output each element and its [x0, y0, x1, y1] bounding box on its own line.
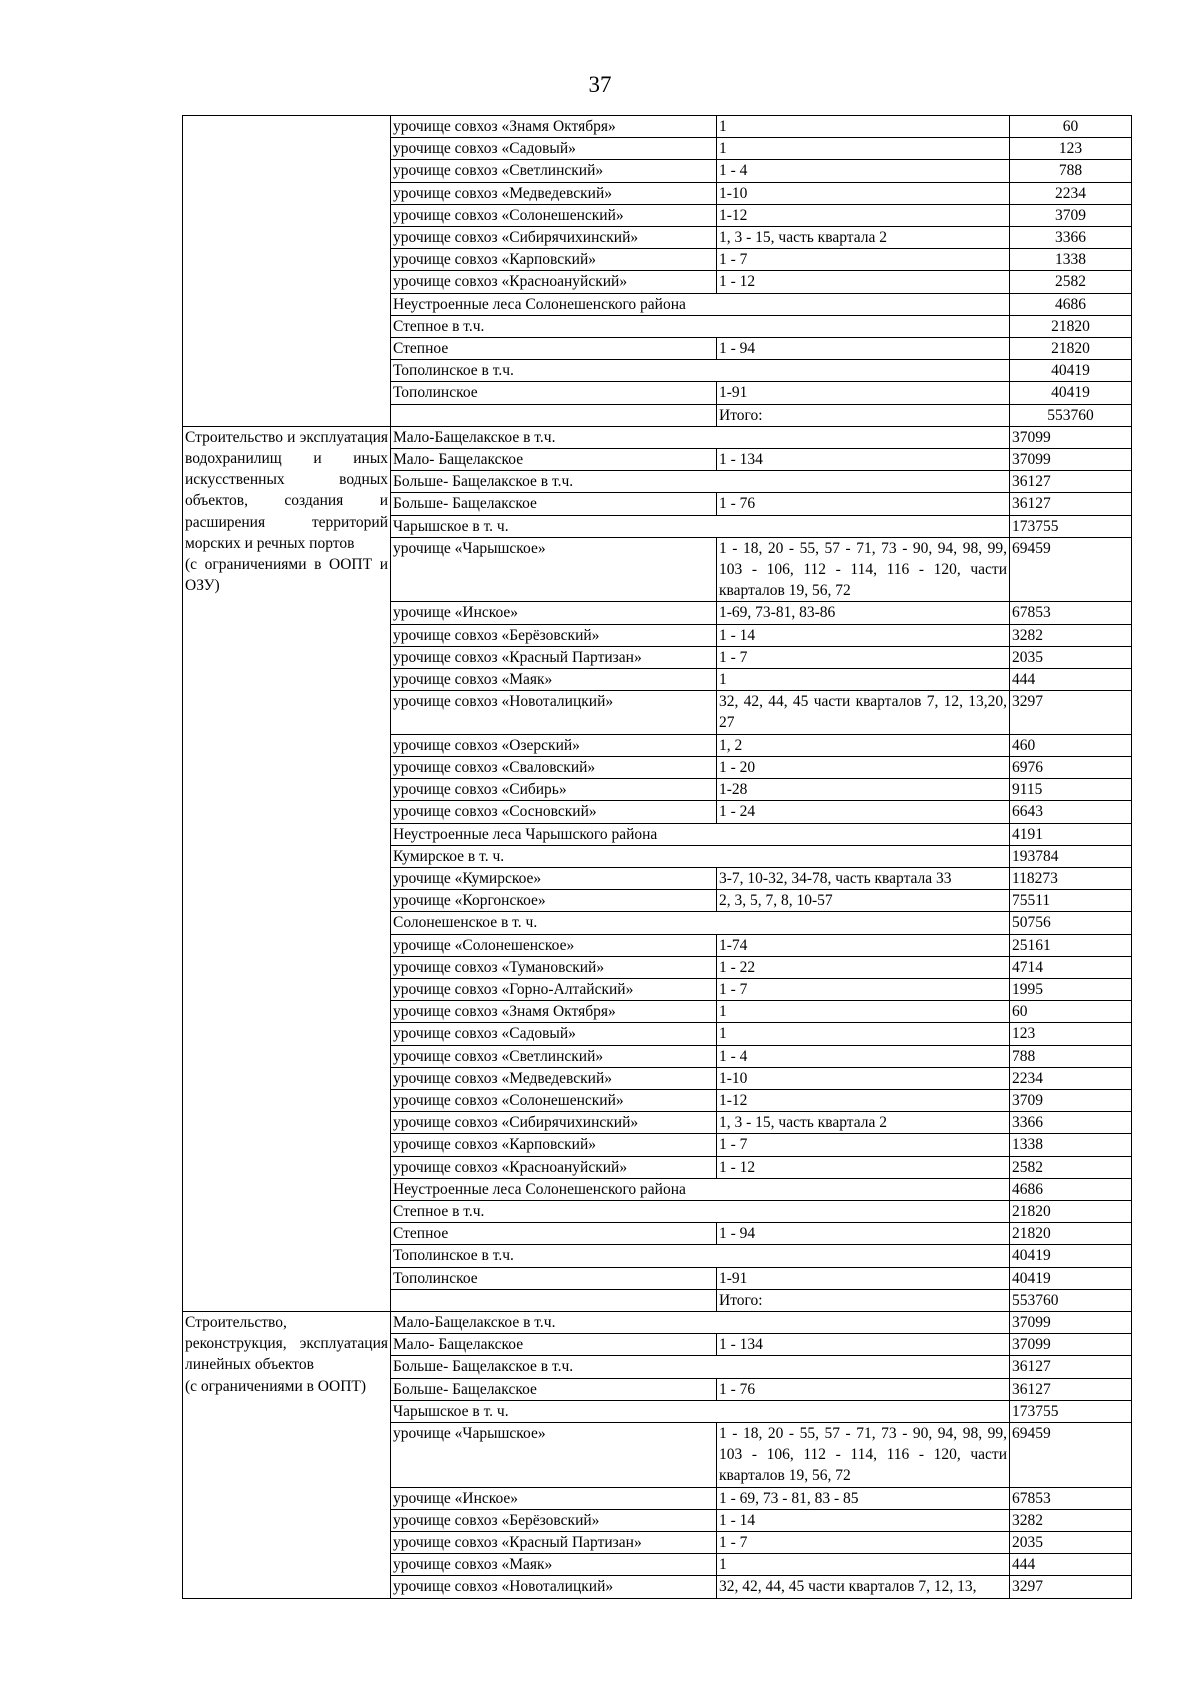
area-cell: 2234 — [1010, 182, 1132, 204]
area-cell: 2035 — [1010, 646, 1132, 668]
area-cell: 123 — [1010, 138, 1132, 160]
forest-name-cell: урочище «Инское» — [391, 1487, 717, 1509]
area-cell: 60 — [1010, 1001, 1132, 1023]
area-cell: 4191 — [1010, 823, 1132, 845]
forest-areas-table — [182, 115, 1132, 1599]
area-cell: 75511 — [1010, 890, 1132, 912]
area-cell: 40419 — [1010, 360, 1132, 382]
area-cell: 21820 — [1010, 1223, 1132, 1245]
forest-name-cell — [391, 404, 717, 426]
area-cell: 444 — [1010, 1554, 1132, 1576]
area-cell: 3282 — [1010, 1509, 1132, 1531]
quarters-cell: 1 - 18, 20 - 55, 57 - 71, 73 - 90, 94, 98, 99, 103 - 106, 112 - 114, 116 - 120, части кварталов 19, 56, 72 — [717, 537, 1010, 602]
quarters-cell: 1 — [717, 1001, 1010, 1023]
quarters-cell: 1 — [717, 1554, 1010, 1576]
area-cell: 36127 — [1010, 1378, 1132, 1400]
area-cell: 2035 — [1010, 1532, 1132, 1554]
forest-name-cell: урочище совхоз «Красный Партизан» — [391, 646, 717, 668]
forest-name-cell: урочище совхоз «Карповский» — [391, 249, 717, 271]
area-cell: 36127 — [1010, 493, 1132, 515]
quarters-cell: 1 - 76 — [717, 493, 1010, 515]
quarters-cell: 1 — [717, 1023, 1010, 1045]
quarters-cell: 1-28 — [717, 779, 1010, 801]
forest-name-cell: урочище совхоз «Красноануйский» — [391, 1156, 717, 1178]
forest-name-cell: Мало- Бащелакское — [391, 449, 717, 471]
forest-name-cell: урочище совхоз «Сосновский» — [391, 801, 717, 823]
area-cell: 50756 — [1010, 912, 1132, 934]
area-cell: 1995 — [1010, 978, 1132, 1000]
forest-name-cell: Степное в т.ч. — [391, 1200, 1010, 1222]
table-row — [183, 116, 1132, 138]
forest-name-cell: урочище совхоз «Медведевский» — [391, 1067, 717, 1089]
forest-name-cell: урочище совхоз «Горно-Алтайский» — [391, 978, 717, 1000]
forest-name-cell: Тополинское в т.ч. — [391, 360, 1010, 382]
quarters-cell: 1 - 7 — [717, 1532, 1010, 1554]
forest-name-cell: Неустроенные леса Солонешенского района — [391, 1178, 1010, 1200]
area-cell: 21820 — [1010, 315, 1132, 337]
quarters-cell: 1 — [717, 138, 1010, 160]
forest-name-cell: урочище совхоз «Знамя Октября» — [391, 116, 717, 138]
forest-name-cell: урочище совхоз «Садовый» — [391, 138, 717, 160]
area-cell: 21820 — [1010, 338, 1132, 360]
quarters-cell: 1 — [717, 669, 1010, 691]
area-cell: 40419 — [1010, 382, 1132, 404]
forest-name-cell: Степное — [391, 1223, 717, 1245]
area-cell: 3709 — [1010, 1089, 1132, 1111]
quarters-cell: 1 - 4 — [717, 1045, 1010, 1067]
area-cell: 40419 — [1010, 1245, 1132, 1267]
forest-name-cell: урочище «Коргонское» — [391, 890, 717, 912]
area-cell: 2582 — [1010, 271, 1132, 293]
forest-name-cell: урочище совхоз «Красноануйский» — [391, 271, 717, 293]
purpose-text: (с ограничениями в ООПТ и ОЗУ) — [185, 556, 388, 595]
quarters-cell: 1 - 134 — [717, 1334, 1010, 1356]
quarters-cell: 1 - 18, 20 - 55, 57 - 71, 73 - 90, 94, 98, 99, 103 - 106, 112 - 114, 116 - 120, части кварталов 19, 56, 72 — [717, 1422, 1010, 1487]
forest-name-cell: урочище совхоз «Садовый» — [391, 1023, 717, 1045]
forest-name-cell: урочище совхоз «Сибирь» — [391, 779, 717, 801]
area-cell: 37099 — [1010, 1311, 1132, 1333]
area-cell: 460 — [1010, 734, 1132, 756]
table-row — [183, 426, 1132, 448]
quarters-cell: 1-12 — [717, 204, 1010, 226]
area-cell: 3282 — [1010, 624, 1132, 646]
quarters-cell: 1 - 7 — [717, 249, 1010, 271]
forest-name-cell: урочище совхоз «Берёзовский» — [391, 624, 717, 646]
area-cell: 37099 — [1010, 1334, 1132, 1356]
quarters-cell: 32, 42, 44, 45 части кварталов 7, 12, 13, — [717, 1576, 1010, 1598]
area-cell: 3297 — [1010, 1576, 1132, 1598]
area-cell: 4686 — [1010, 293, 1132, 315]
area-cell: 553760 — [1010, 1289, 1132, 1311]
quarters-cell: 1, 2 — [717, 734, 1010, 756]
forest-name-cell: Чарышское в т. ч. — [391, 1400, 1010, 1422]
area-cell: 788 — [1010, 160, 1132, 182]
page-number: 37 — [588, 72, 612, 97]
forest-name-cell: урочище совхоз «Маяк» — [391, 669, 717, 691]
quarters-cell: 1 - 14 — [717, 624, 1010, 646]
area-cell: 193784 — [1010, 845, 1132, 867]
area-cell: 553760 — [1010, 404, 1132, 426]
area-cell: 40419 — [1010, 1267, 1132, 1289]
forest-name-cell: урочище совхоз «Новоталицкий» — [391, 1576, 717, 1598]
area-cell: 4714 — [1010, 956, 1132, 978]
quarters-cell: 1 - 14 — [717, 1509, 1010, 1531]
forest-name-cell: урочище совхоз «Новоталицкий» — [391, 691, 717, 734]
forest-name-cell — [391, 1289, 717, 1311]
area-cell: 444 — [1010, 669, 1132, 691]
quarters-cell: 1, 3 - 15, часть квартала 2 — [717, 1112, 1010, 1134]
quarters-cell: 1 - 4 — [717, 160, 1010, 182]
forest-name-cell: Тополинское — [391, 382, 717, 404]
quarters-cell: 2, 3, 5, 7, 8, 10-57 — [717, 890, 1010, 912]
quarters-cell: 1 - 134 — [717, 449, 1010, 471]
area-cell: 2234 — [1010, 1067, 1132, 1089]
forest-name-cell: Больше- Бащелакское — [391, 493, 717, 515]
area-cell: 2582 — [1010, 1156, 1132, 1178]
purpose-text: (с ограничениями в ООПТ) — [185, 1377, 367, 1395]
quarters-cell: 1 — [717, 116, 1010, 138]
forest-name-cell: Больше- Бащелакское — [391, 1378, 717, 1400]
quarters-cell: 1 - 94 — [717, 1223, 1010, 1245]
quarters-cell: 1 - 12 — [717, 1156, 1010, 1178]
forest-name-cell: урочище совхоз «Озерский» — [391, 734, 717, 756]
forest-name-cell: Степное — [391, 338, 717, 360]
forest-name-cell: урочище совхоз «Знамя Октября» — [391, 1001, 717, 1023]
quarters-cell: 1 - 7 — [717, 1134, 1010, 1156]
quarters-cell: 1 - 24 — [717, 801, 1010, 823]
forest-name-cell: урочище «Чарышское» — [391, 1422, 717, 1487]
forest-name-cell: урочище совхоз «Солонешенский» — [391, 204, 717, 226]
forest-name-cell: урочище совхоз «Светлинский» — [391, 160, 717, 182]
forest-name-cell: Солонешенское в т. ч. — [391, 912, 1010, 934]
purpose-cell — [183, 1311, 391, 1598]
area-cell: 37099 — [1010, 426, 1132, 448]
area-cell: 6976 — [1010, 756, 1132, 778]
forest-name-cell: Больше- Бащелакское в т.ч. — [391, 1356, 1010, 1378]
area-cell: 173755 — [1010, 515, 1132, 537]
area-cell: 69459 — [1010, 1422, 1132, 1487]
quarters-cell: 3-7, 10-32, 34-78, часть квартала 33 — [717, 867, 1010, 889]
area-cell: 3709 — [1010, 204, 1132, 226]
forest-name-cell: урочище совхоз «Солонешенский» — [391, 1089, 717, 1111]
purpose-cell — [183, 116, 391, 427]
forest-name-cell: урочище совхоз «Светлинский» — [391, 1045, 717, 1067]
quarters-cell: 1-74 — [717, 934, 1010, 956]
area-cell: 173755 — [1010, 1400, 1132, 1422]
quarters-cell: 1 - 69, 73 - 81, 83 - 85 — [717, 1487, 1010, 1509]
forest-name-cell: урочище «Кумирское» — [391, 867, 717, 889]
quarters-cell: 1-69, 73-81, 83-86 — [717, 602, 1010, 624]
quarters-cell: 1 - 7 — [717, 978, 1010, 1000]
quarters-cell: 1 - 7 — [717, 646, 1010, 668]
forest-name-cell: Чарышское в т. ч. — [391, 515, 1010, 537]
area-cell: 788 — [1010, 1045, 1132, 1067]
forest-name-cell: урочище «Солонешенское» — [391, 934, 717, 956]
forest-name-cell: Мало- Бащелакское — [391, 1334, 717, 1356]
area-cell: 6643 — [1010, 801, 1132, 823]
forest-name-cell: урочище совхоз «Берёзовский» — [391, 1509, 717, 1531]
quarters-cell: 1 - 22 — [717, 956, 1010, 978]
area-cell: 67853 — [1010, 1487, 1132, 1509]
area-cell: 67853 — [1010, 602, 1132, 624]
area-cell: 1338 — [1010, 249, 1132, 271]
area-cell: 21820 — [1010, 1200, 1132, 1222]
purpose-text: Строительство, реконструкция, эксплуатация линейных объектов — [185, 1313, 388, 1374]
quarters-cell: 1, 3 - 15, часть квартала 2 — [717, 227, 1010, 249]
forest-name-cell: урочище совхоз «Карповский» — [391, 1134, 717, 1156]
quarters-cell: Итого: — [717, 1289, 1010, 1311]
forest-name-cell: урочище совхоз «Медведевский» — [391, 182, 717, 204]
forest-name-cell: урочище совхоз «Красный Партизан» — [391, 1532, 717, 1554]
area-cell: 60 — [1010, 116, 1132, 138]
purpose-text: Строительство и эксплуатация водохранилищ и иных искусственных водных объектов, создания и расширения территорий морских и речных портов — [185, 428, 388, 552]
forest-name-cell: Тополинское в т.ч. — [391, 1245, 1010, 1267]
quarters-cell: 1 - 12 — [717, 271, 1010, 293]
quarters-cell: 1-10 — [717, 182, 1010, 204]
forest-name-cell: урочище совхоз «Маяк» — [391, 1554, 717, 1576]
forest-name-cell: Кумирское в т. ч. — [391, 845, 1010, 867]
area-cell: 25161 — [1010, 934, 1132, 956]
quarters-cell: 1 - 94 — [717, 338, 1010, 360]
area-cell: 3297 — [1010, 691, 1132, 734]
forest-name-cell: Неустроенные леса Солонешенского района — [391, 293, 1010, 315]
area-cell: 118273 — [1010, 867, 1132, 889]
area-cell: 3366 — [1010, 227, 1132, 249]
quarters-cell: 32, 42, 44, 45 части кварталов 7, 12, 13,20, 27 — [717, 691, 1010, 734]
forest-name-cell: Тополинское — [391, 1267, 717, 1289]
area-cell: 123 — [1010, 1023, 1132, 1045]
forest-name-cell: урочище совхоз «Сваловский» — [391, 756, 717, 778]
forest-name-cell: урочище «Чарышское» — [391, 537, 717, 602]
forest-name-cell: урочище совхоз «Сибирячихинский» — [391, 227, 717, 249]
forest-name-cell: урочище совхоз «Тумановский» — [391, 956, 717, 978]
area-cell: 3366 — [1010, 1112, 1132, 1134]
quarters-cell: Итого: — [717, 404, 1010, 426]
forest-name-cell: Больше- Бащелакское в т.ч. — [391, 471, 1010, 493]
forest-name-cell: Мало-Бащелакское в т.ч. — [391, 426, 1010, 448]
forest-name-cell: урочище «Инское» — [391, 602, 717, 624]
quarters-cell: 1-91 — [717, 382, 1010, 404]
quarters-cell: 1-10 — [717, 1067, 1010, 1089]
quarters-cell: 1-91 — [717, 1267, 1010, 1289]
forest-name-cell: урочище совхоз «Сибирячихинский» — [391, 1112, 717, 1134]
area-cell: 37099 — [1010, 449, 1132, 471]
quarters-cell: 1 - 20 — [717, 756, 1010, 778]
area-cell: 4686 — [1010, 1178, 1132, 1200]
forest-name-cell: Мало-Бащелакское в т.ч. — [391, 1311, 1010, 1333]
area-cell: 36127 — [1010, 1356, 1132, 1378]
forest-name-cell: Неустроенные леса Чарышского района — [391, 823, 1010, 845]
area-cell: 69459 — [1010, 537, 1132, 602]
quarters-cell: 1-12 — [717, 1089, 1010, 1111]
area-cell: 36127 — [1010, 471, 1132, 493]
forest-name-cell: Степное в т.ч. — [391, 315, 1010, 337]
area-cell: 9115 — [1010, 779, 1132, 801]
area-cell: 1338 — [1010, 1134, 1132, 1156]
table-row — [183, 1311, 1132, 1333]
quarters-cell: 1 - 76 — [717, 1378, 1010, 1400]
purpose-cell — [183, 426, 391, 1311]
